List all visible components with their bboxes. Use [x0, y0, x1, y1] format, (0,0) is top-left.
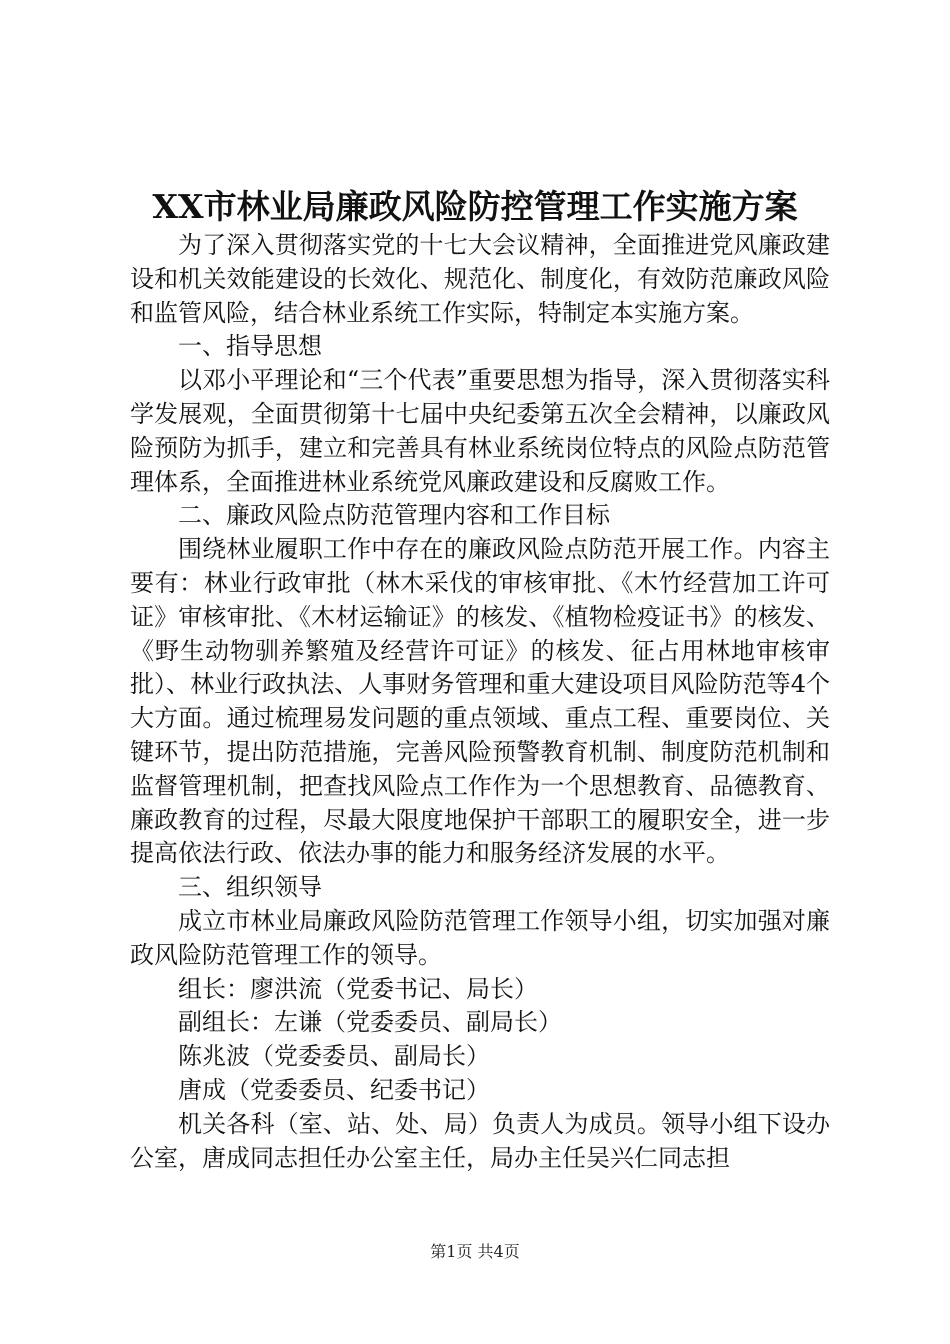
members-paragraph: 机关各科（室、站、处、局）负责人为成员。领导小组下设办公室，唐成同志担任办公室主任，局办主任吴兴仁同志担: [130, 1109, 830, 1172]
section-heading-content-goals: 二、廉政风险点防范管理内容和工作目标: [178, 501, 610, 530]
deputy-leader-line-3: 唐成（党委委员、纪委书记）: [178, 1075, 490, 1104]
section-heading-guiding-ideology: 一、指导思想: [178, 332, 322, 361]
section-heading-organization: 三、组织领导: [178, 873, 322, 902]
page-footer: 第1页 共4页: [430, 1242, 520, 1261]
deputy-leader-line: 副组长：左谦（党委委员、副局长）: [178, 1008, 562, 1037]
intro-paragraph: 为了深入贯彻落实党的十七大会议精神，全面推进党风廉政建设和机关效能建设的长效化、规范化、制度化，有效防范廉政风险和监管风险，结合林业系统工作实际，特制定本实施方案。: [130, 231, 830, 327]
document-body: [130, 229, 830, 1175]
content-goals-paragraph: 围绕林业履职工作中存在的廉政风险点防范开展工作。内容主要有：林业行政审批（林木采伐的审核审批、《木竹经营加工许可证》审核审批、《木材运输证》的核发、《植物检疫证书》的核发、《野生动物驯养繁殖及经营许可证》的核发、征占用林地审核审批）、林业行政执法、人事财务管理和重大建设项目风险防范等4个大方面。通过梳理易发问题的重点领域、重点工程、重要岗位、关键环节，提出防范措施，完善风险预警教育机制、制度防范机制和监督管理机制，把查找风险点工作作为一个思想教育、品德教育、廉政教育的过程，尽最大限度地保护干部职工的履职安全，进一步提高依法行政、依法办事的能力和服务经济发展的水平。: [130, 535, 830, 868]
document-title: XX市林业局廉政风险防控管理工作实施方案: [152, 187, 798, 226]
deputy-leader-line-2: 陈兆波（党委委员、副局长）: [178, 1042, 490, 1071]
guiding-ideology-paragraph: 以邓小平理论和“三个代表”重要思想为指导，深入贯彻落实科学发展观，全面贯彻第十七届中央纪委第五次全会精神，以廉政风险预防为抓手，建立和完善具有林业系统岗位特点的风险点防范管理体系，全面推进林业系统党风廉政建设和反腐败工作。: [130, 366, 830, 496]
organization-paragraph: 成立市林业局廉政风险防范管理工作领导小组，切实加强对廉政风险防范管理工作的领导。: [130, 906, 830, 969]
leader-line: 组长：廖洪流（党委书记、局长）: [178, 974, 538, 1003]
